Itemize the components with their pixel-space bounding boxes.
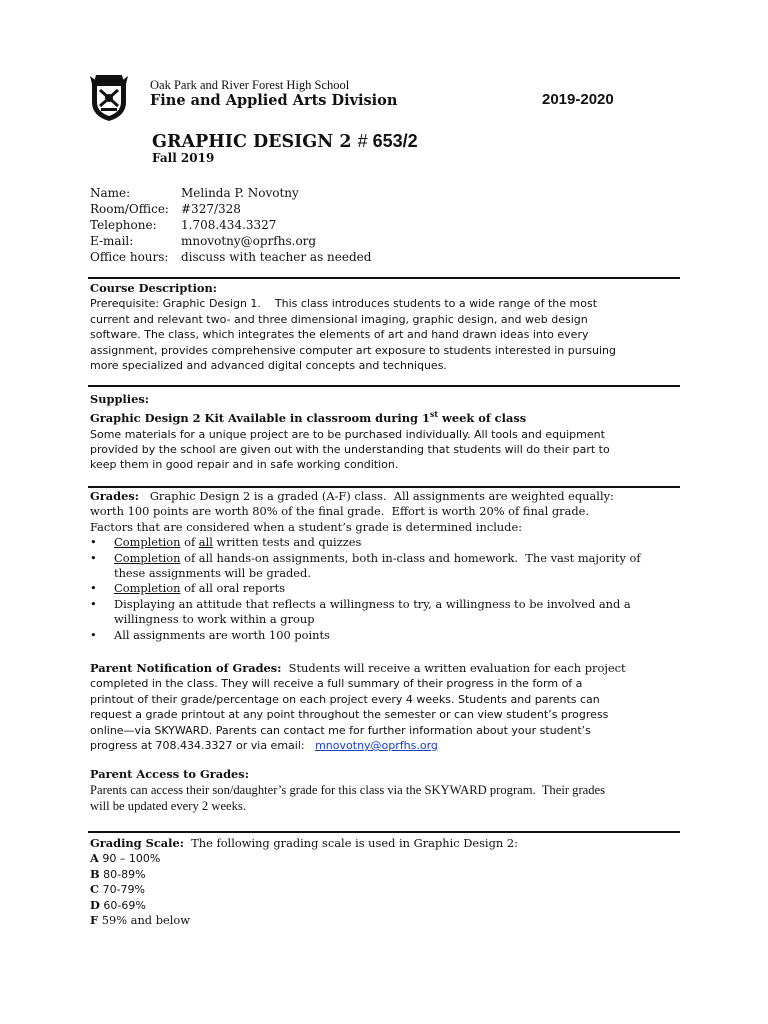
course-title-name: GRAPHIC DESIGN 2 <box>152 132 352 152</box>
grades-section <box>90 489 680 643</box>
division-name: Fine and Applied Arts Division <box>150 92 398 109</box>
grade-factor-item <box>90 628 680 643</box>
paragraph-line: software. The class, which integrates the elements of art and hand drawn ideas into every <box>90 328 589 342</box>
paragraph-line: assignment, provides comprehensive computer art exposure to students interested in pursuing <box>90 343 616 357</box>
bullet: • <box>90 596 97 611</box>
grade-letter: C <box>90 882 100 897</box>
course-title <box>152 131 418 152</box>
paragraph-line: Factors that are considered when a student’s grade is determined include: <box>90 519 523 534</box>
bullet: • <box>90 550 97 565</box>
grade-letter: D <box>90 897 100 912</box>
info-value: Melinda P. Novotny <box>181 186 299 200</box>
section-heading: Parent Notification of Grades: <box>90 661 282 675</box>
info-row <box>90 185 371 201</box>
contact-line <box>90 738 680 753</box>
info-row <box>90 201 371 217</box>
bullet: • <box>90 535 97 550</box>
grade-range-item <box>90 913 680 928</box>
grade-range: 80-89% <box>99 867 146 881</box>
parent-access-section <box>90 767 680 814</box>
info-value: discuss with teacher as needed <box>181 250 372 264</box>
bullet: • <box>90 581 97 596</box>
section-divider <box>88 486 680 488</box>
info-row <box>90 233 371 249</box>
section-divider <box>88 385 680 387</box>
paragraph-line: current and relevant two- and three dimensional imaging, graphic design, and web design <box>90 312 588 326</box>
grade-range: 60-69% <box>99 898 146 912</box>
section-divider <box>88 277 680 279</box>
info-label: Name: <box>90 186 131 200</box>
grades-intro-text: Graphic Design 2 is a graded (A-F) class. All assignments are weighted equally: <box>138 489 614 503</box>
paragraph-line: Parents can access their son/daughter’s grade for this class via the SKYWARD program. Their grades <box>90 783 606 798</box>
notification-text: Students will receive a written evaluation for each project <box>281 661 626 675</box>
paragraph-line: Prerequisite: Graphic Design 1. This class introduces students to a wide range of the most <box>90 297 598 311</box>
section-divider <box>88 831 680 833</box>
paragraph-line: request a grade printout at any point throughout the semester or can view student’s progress <box>90 708 609 722</box>
paragraph-line: will be updated every 2 weeks. <box>90 799 246 814</box>
info-label: Office hours: <box>90 250 169 264</box>
grade-letter: F <box>90 913 99 928</box>
underlined-term: all <box>198 535 213 550</box>
info-label: E-mail: <box>90 234 134 248</box>
grading-scale-text: The following grading scale is used in Graphic Design 2: <box>183 836 518 850</box>
school-crest-icon <box>88 72 130 122</box>
paragraph-line: worth 100 points are worth 80% of the final grade. Effort is worth 20% of final grade. <box>90 504 590 519</box>
grading-scale-section <box>90 836 680 928</box>
paragraph-line: completed in the class. They will receive a full summary of their progress in the form of a <box>90 677 583 691</box>
paragraph-line: provided by the school are given out with the understanding that students will do their part to <box>90 443 610 457</box>
paragraph-line: printout of their grade/percentage on each project every 4 weeks. Students and parents can <box>90 692 600 706</box>
course-number-hash: # <box>357 131 368 151</box>
factor-text: willingness to work within a group <box>114 612 315 627</box>
grading-scale-intro <box>90 836 680 851</box>
info-label: Telephone: <box>90 218 157 232</box>
school-name: Oak Park and River Forest High School <box>150 78 350 92</box>
paragraph-line: Some materials for a unique project are to be purchased individually. All tools and equipment <box>90 427 605 441</box>
info-row <box>90 249 371 265</box>
grade-factor-item <box>90 551 680 582</box>
grade-letter: A <box>90 851 99 866</box>
kit-text-end: week of class <box>438 411 527 426</box>
grade-range-item <box>90 882 680 897</box>
kit-notice <box>90 407 680 426</box>
factor-text: of all oral reports <box>180 581 286 596</box>
grades-intro <box>90 489 680 504</box>
parent-notification-section <box>90 661 680 753</box>
school-year: 2019-2020 <box>542 91 614 108</box>
course-number-value: 653/2 <box>372 131 418 151</box>
grade-factor-item <box>90 581 680 596</box>
info-value: mnovotny@oprfhs.org <box>181 234 317 248</box>
factor-text: written tests and quizzes <box>212 535 362 550</box>
paragraph-line: more specialized and advanced digital concepts and techniques. <box>90 359 447 373</box>
notification-intro <box>90 661 680 676</box>
grade-range-item <box>90 898 680 913</box>
grade-factor-item <box>90 535 680 550</box>
section-heading: Grading Scale: <box>90 836 184 850</box>
factor-text: of all hands-on assignments, both in-class and homework. The vast majority of <box>180 550 641 565</box>
factor-text: of <box>180 535 199 550</box>
course-number <box>358 131 418 151</box>
underlined-term: Completion <box>114 535 181 550</box>
grade-letter: B <box>90 866 100 881</box>
section-heading: Supplies: <box>90 392 149 406</box>
factor-text: Displaying an attitude that reflects a willingness to try, a willingness to be involved and a <box>114 596 631 611</box>
grade-range: 90 – 100% <box>98 852 161 866</box>
underlined-term: Completion <box>114 550 181 565</box>
teacher-email-link[interactable]: mnovotny@oprfhs.org <box>315 739 438 753</box>
factor-text: All assignments are worth 100 points <box>114 627 330 642</box>
kit-text: Graphic Design 2 Kit Available in classroom during 1 <box>90 411 430 426</box>
paragraph-line: online—via SKYWARD. Parents can contact me for further information about your student’s <box>90 723 591 737</box>
grade-factor-item <box>90 597 680 628</box>
factor-text: these assignments will be graded. <box>114 566 311 581</box>
course-description-section <box>90 281 680 373</box>
course-term: Fall 2019 <box>152 151 215 165</box>
grade-range-item <box>90 851 680 866</box>
section-heading: Course Description: <box>90 281 218 295</box>
bullet: • <box>90 627 97 642</box>
info-row <box>90 217 371 233</box>
info-value: 1.708.434.3327 <box>181 218 277 232</box>
supplies-section <box>90 392 680 473</box>
teacher-info <box>90 185 371 265</box>
grade-range: 59% and below <box>98 913 190 928</box>
section-heading: Parent Access to Grades: <box>90 767 249 781</box>
paragraph-line: keep them in good repair and in safe working condition. <box>90 458 399 472</box>
info-value: #327/328 <box>181 202 241 216</box>
grade-range-item <box>90 867 680 882</box>
section-heading: Grades: <box>90 489 139 503</box>
info-label: Room/Office: <box>90 202 169 216</box>
kit-superscript: st <box>429 409 439 420</box>
contact-text: progress at 708.434.3327 or via email: <box>90 739 316 753</box>
grade-range: 70-79% <box>99 883 145 897</box>
underlined-term: Completion <box>114 581 181 596</box>
